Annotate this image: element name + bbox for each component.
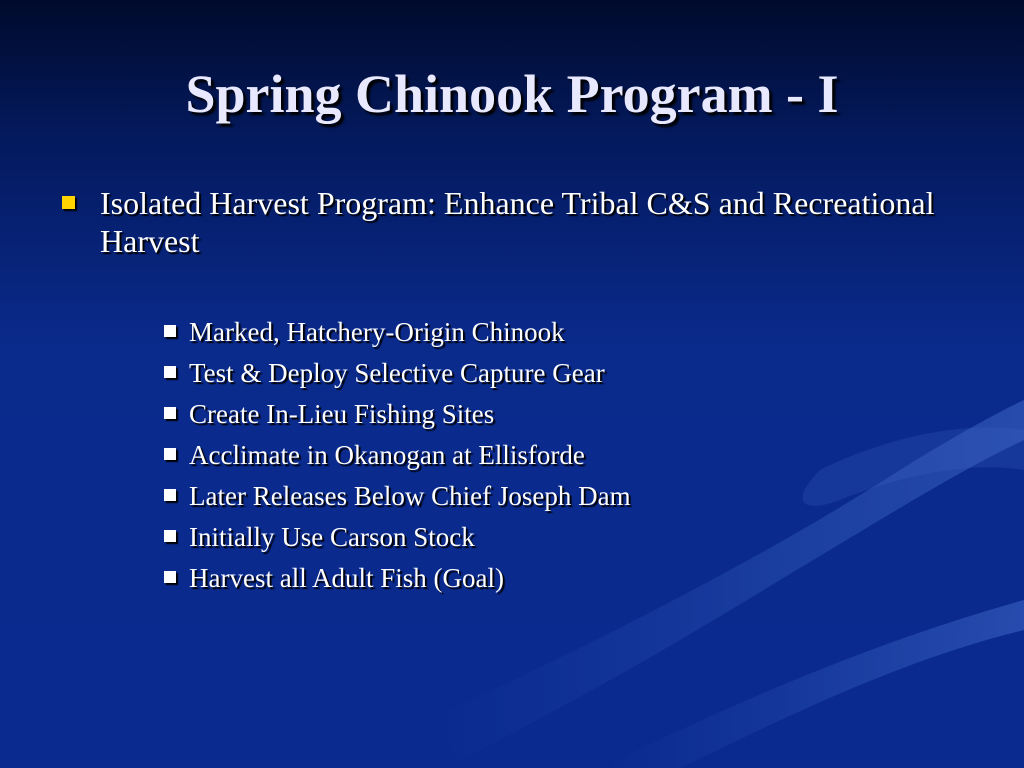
sub-bullet-text: Initially Use Carson Stock [189,522,475,552]
square-bullet-icon [164,448,176,460]
square-bullet-icon [164,366,176,378]
sub-bullet-text: Later Releases Below Chief Joseph Dam [189,481,631,511]
list-item [164,436,631,477]
square-bullet-icon [164,489,176,501]
square-bullet-icon [164,407,176,419]
main-bullet-text: Isolated Harvest Program: Enhance Tribal C&S and Recreational Harvest [100,185,935,259]
square-bullet-icon [164,325,176,337]
list-item [164,354,631,395]
list-item [164,559,631,600]
slide-title: Spring Chinook Program - I [185,64,839,124]
sub-bullet-text: Harvest all Adult Fish (Goal) [189,563,504,593]
sub-bullet-text: Create In-Lieu Fishing Sites [189,399,495,429]
square-bullet-icon [164,530,176,542]
list-item [164,477,631,518]
square-bullet-icon [164,571,176,583]
list-item [164,395,631,436]
sub-bullet-text: Acclimate in Okanogan at Ellisforde [189,440,585,470]
sub-bullet-list [164,313,631,600]
main-bullet [62,184,962,260]
list-item [164,313,631,354]
list-item [164,518,631,559]
square-bullet-icon [62,196,75,209]
sub-bullet-text: Test & Deploy Selective Capture Gear [189,358,605,388]
sub-bullet-text: Marked, Hatchery-Origin Chinook [189,317,565,347]
